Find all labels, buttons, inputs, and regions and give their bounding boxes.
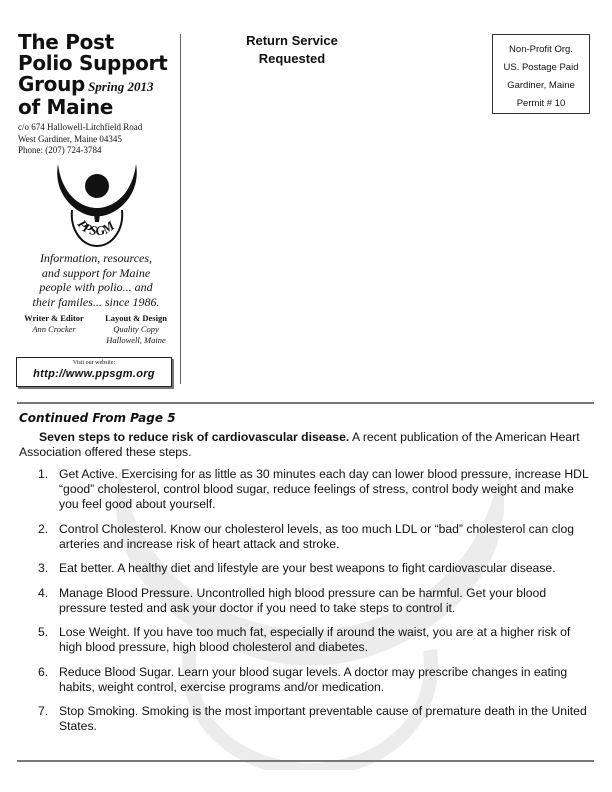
list-item <box>38 561 594 576</box>
list-item <box>38 704 594 734</box>
list-item <box>38 522 594 552</box>
step-number: 5. <box>38 625 49 639</box>
step-text: Control Cholesterol. Know our cholesterol levels, as too much LDL or “bad” cholesterol can clog arteries and increase risk of heart attack and stroke. <box>59 521 575 551</box>
top-divider <box>17 402 594 404</box>
list-item <box>38 467 594 512</box>
masthead-divider <box>180 34 181 384</box>
writer-heading: Writer & Editor <box>24 313 84 323</box>
intro-text: A recent publication of the American Heart Association offered these steps. <box>19 430 580 459</box>
org-title-group: Group <box>18 72 86 96</box>
address-phone: Phone: (207) 724-3784 <box>18 145 102 155</box>
mailing-address <box>18 122 142 157</box>
postage-line: US. Postage Paid <box>503 62 579 73</box>
tagline-line: and support for Maine <box>41 265 151 280</box>
step-number: 6. <box>38 664 49 679</box>
org-title <box>18 32 188 118</box>
step-number: 7. <box>38 704 49 718</box>
tagline-line: their familes... since 1986. <box>32 294 160 309</box>
return-service-line: Requested <box>258 51 326 66</box>
step-number: 2. <box>38 521 49 536</box>
address-line: West Gardiner, Maine 04345 <box>18 133 122 144</box>
step-text: Get Active. Exercising for as little as 30 minutes each day can lower blood pressure, increase HDL “good” cholesterol, control blood sugar, reduce feelings of stress, control body weight and make you feel good about yourself. <box>59 467 589 511</box>
bottom-divider <box>17 760 594 762</box>
continued-heading: Continued From Page 5 <box>19 411 176 425</box>
steps-list <box>38 467 594 744</box>
address-line: c/o 674 Hallowell-Litchfield Road <box>18 122 143 132</box>
article-intro <box>19 430 591 460</box>
org-title-line: The Post <box>18 30 114 54</box>
layout-location: Hallowell, Maine <box>106 335 166 345</box>
list-item <box>38 625 594 655</box>
list-item <box>38 665 594 695</box>
intro-heading: Seven steps to reduce risk of cardiovascular disease. <box>39 430 350 444</box>
step-number: 4. <box>38 585 49 600</box>
layout-name: Quality Copy <box>113 324 159 334</box>
org-title-line: of Maine <box>18 95 114 119</box>
return-service <box>222 32 362 68</box>
issue-date: Spring 2013 <box>88 79 154 94</box>
return-service-line: Return Service <box>246 33 338 48</box>
tagline <box>14 251 178 309</box>
website-link[interactable]: http://www.ppsgm.org <box>33 368 155 380</box>
step-text: Stop Smoking. Smoking is the most important preventable cause of premature death in the United States. <box>59 704 587 733</box>
tagline-line: people with polio... and <box>39 280 153 294</box>
ppsgm-logo <box>52 158 142 250</box>
org-title-line <box>18 74 188 97</box>
layout-heading: Layout & Design <box>105 313 167 323</box>
layout-credit <box>96 313 176 346</box>
website-box <box>16 357 172 387</box>
postage-permit: Permit # 10 <box>516 98 566 109</box>
step-text: Lose Weight. If you have too much fat, especially if around the waist, you are at a higher risk of high blood pressure, high blood cholesterol and diabetes. <box>59 625 571 654</box>
org-title-line: Polio Support <box>18 51 168 75</box>
postage-line: Non-Profit Org. <box>509 44 573 55</box>
step-number: 1. <box>38 467 49 481</box>
step-text: Eat better. A healthy diet and lifestyle are your best weapons to fight cardiovascular disease. <box>59 561 556 575</box>
writer-name: Ann Crocker <box>32 324 76 334</box>
step-text: Manage Blood Pressure. Uncontrolled high blood pressure can be harmful. Get your blood pressure tested and ask your doctor if you need to take steps to control it. <box>59 585 547 615</box>
postage-indicia <box>492 34 590 114</box>
list-item <box>38 586 594 616</box>
logo-text: PPSGM <box>74 216 118 239</box>
postage-line: Gardiner, Maine <box>507 80 575 91</box>
step-text: Reduce Blood Sugar. Learn your blood sugar levels. A doctor may prescribe changes in eating habits, weight control, exercise programs and/or medication. <box>59 664 568 694</box>
tagline-line: Information, resources, <box>39 251 153 265</box>
step-number: 3. <box>38 561 49 575</box>
writer-credit <box>14 313 94 335</box>
website-label: Visit our website: <box>72 360 116 366</box>
